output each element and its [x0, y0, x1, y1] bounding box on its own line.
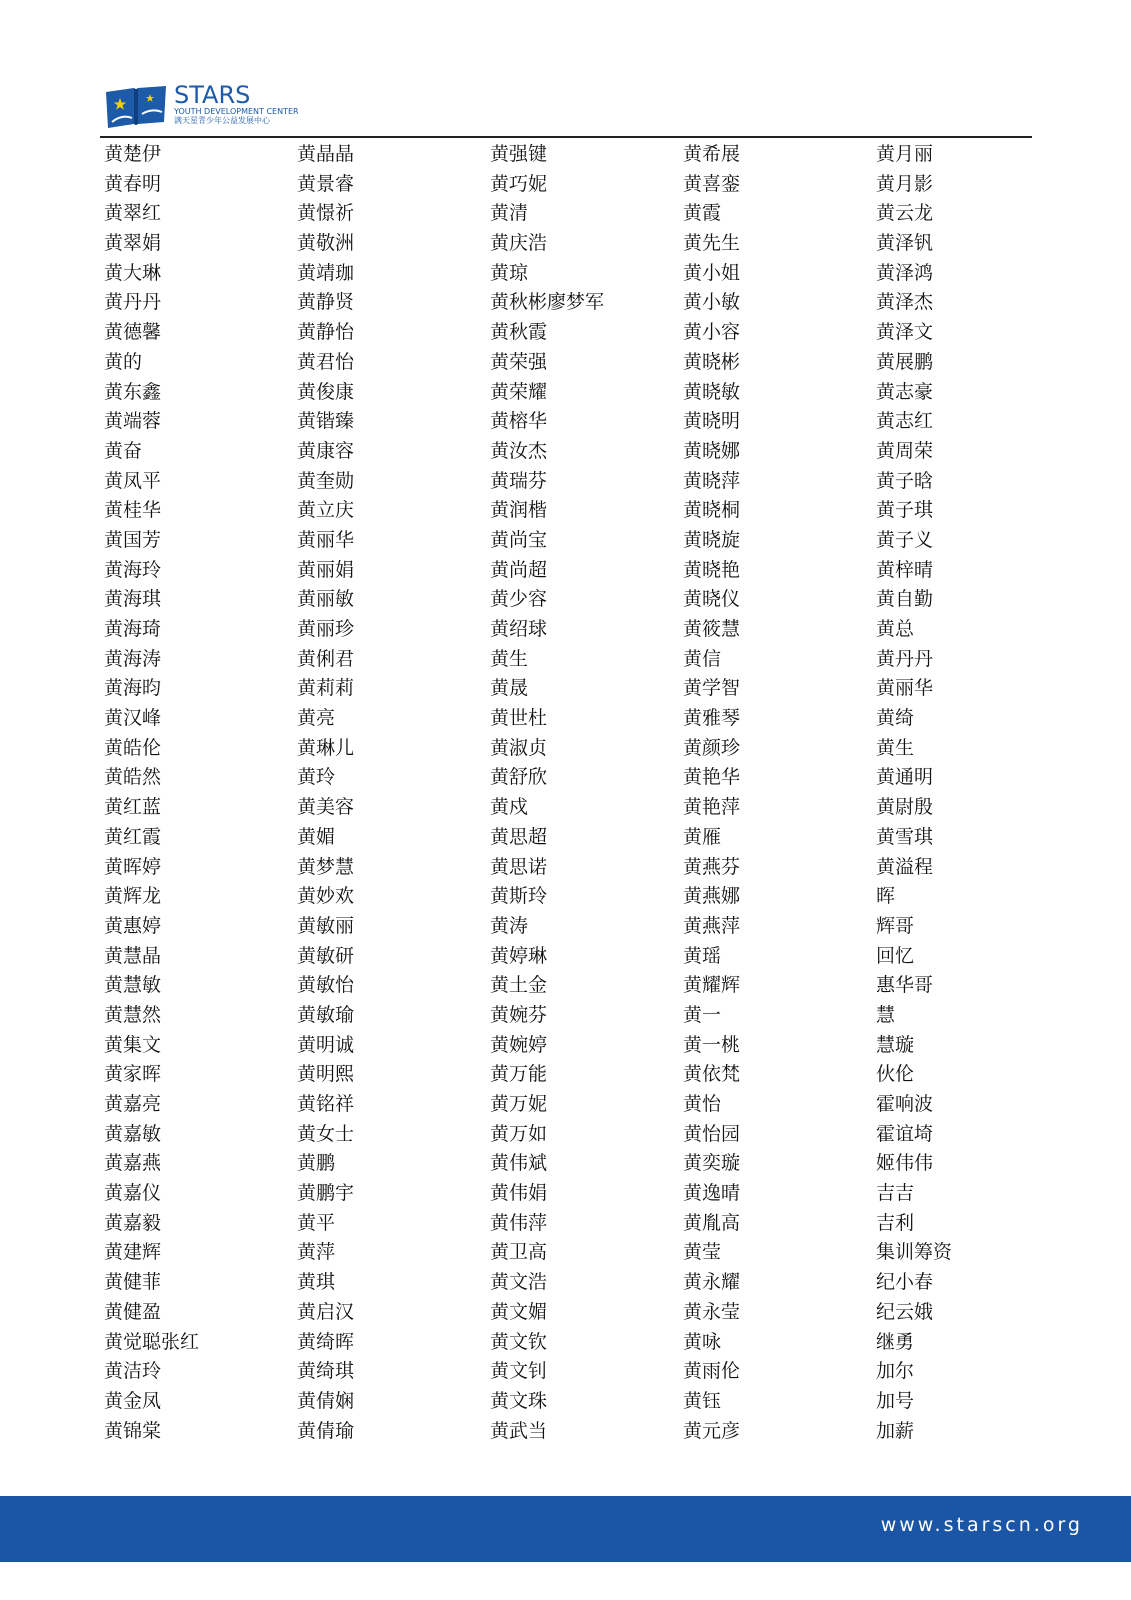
donor-name: 黄锦棠: [104, 1419, 162, 1442]
donor-name: 黄静贤: [297, 291, 355, 314]
donor-name: 黄强键: [490, 143, 548, 165]
donor-name: 黄君怡: [297, 350, 355, 373]
donor-name: 黄溢程: [876, 855, 934, 878]
donor-name: 黄喜銮: [683, 172, 741, 195]
donor-name: 黄月影: [876, 172, 934, 195]
donor-name: 黄榕华: [490, 410, 548, 433]
donor-name: 黄端蓉: [104, 410, 162, 433]
donor-name: 黄丽华: [876, 677, 934, 700]
donor-name: 黄汉峰: [104, 707, 162, 730]
donor-name: 黄文钦: [490, 1330, 548, 1353]
donor-name: 黄女士: [297, 1122, 355, 1145]
donor-name: 黄万如: [490, 1122, 548, 1145]
donor-name: 黄艳华: [683, 766, 741, 789]
donor-name: 黄淑贞: [490, 736, 548, 759]
donor-name: 黄燕芬: [683, 855, 741, 878]
donor-name: 黄瑞芬: [490, 469, 548, 492]
donor-name: 黄敏丽: [297, 914, 355, 937]
donor-name: 黄国芳: [104, 528, 162, 551]
donor-name: 黄婉婷: [490, 1033, 548, 1056]
header-logo: [104, 80, 334, 132]
name-column: [104, 140, 297, 1446]
donor-name: 黄皓然: [104, 766, 162, 789]
donor-name: 黄玲: [297, 766, 336, 789]
donor-name: 黄楚伊: [104, 143, 162, 165]
donor-name: 黄文媚: [490, 1300, 548, 1323]
donor-name: 黄万妮: [490, 1093, 548, 1115]
brand-subtitle-en: YOUTH DEVELOPMENT CENTER: [174, 107, 299, 116]
donor-name: 黄晓桐: [683, 499, 741, 522]
name-column: [683, 140, 876, 1446]
donor-name: 黄大琳: [104, 261, 162, 284]
donor-name: 黄俐君: [297, 647, 355, 670]
donor-name: 黄嘉敏: [104, 1122, 162, 1145]
donor-name: 黄慧敏: [104, 974, 162, 997]
donor-name: 慧璇: [876, 1033, 915, 1056]
donor-name: 黄荣强: [490, 350, 548, 373]
donor-name: 黄东鑫: [104, 380, 162, 403]
donor-name: 黄尚宝: [490, 528, 548, 551]
donor-name: 黄琼: [490, 261, 529, 284]
donor-name: 黄丽娟: [297, 558, 355, 581]
donor-name: 黄亮: [297, 707, 336, 730]
donor-name: 黄晓彬: [683, 350, 741, 373]
donor-name: 黄舒欣: [490, 766, 548, 789]
donor-name: 黄建辉: [104, 1241, 162, 1264]
donor-name: 黄燕娜: [683, 885, 741, 908]
donor-name: 黄文钊: [490, 1360, 548, 1383]
donor-name: 黄展鹏: [876, 350, 934, 373]
donor-name: 黄琪: [297, 1271, 336, 1294]
donor-name: 黄绮琪: [297, 1360, 355, 1383]
donor-name: 黄绍球: [490, 618, 548, 640]
donor-name: 辉哥: [876, 914, 915, 937]
donor-name: 黄康容: [297, 439, 355, 462]
donor-name: 黄梓晴: [876, 558, 934, 581]
donor-name: 黄晓艳: [683, 558, 741, 581]
donor-name: 黄晖婷: [104, 855, 162, 878]
donor-name: 霍响波: [876, 1093, 934, 1115]
donor-name: 黄尚超: [490, 558, 548, 581]
donor-name: 黄润楷: [490, 499, 548, 522]
donor-name: 黄莉莉: [297, 677, 355, 700]
donor-name: 姬伟伟: [876, 1152, 934, 1175]
donor-name: 黄伟萍: [490, 1211, 548, 1234]
donor-name: 黄红霞: [104, 825, 162, 848]
donor-name: 黄总: [876, 618, 915, 640]
donor-name: 黄景睿: [297, 172, 355, 195]
donor-name: 黄秋霞: [490, 321, 548, 344]
donor-name: 黄海琦: [104, 618, 162, 640]
donor-name: 黄媚: [297, 825, 336, 848]
donor-name: 黄婉芬: [490, 1003, 548, 1026]
donor-name: 黄雪琪: [876, 825, 934, 848]
donor-name: 黄梦慧: [297, 855, 355, 878]
donor-name: 黄健菲: [104, 1271, 162, 1294]
donor-name: 黄周荣: [876, 439, 934, 462]
donor-name: 黄嘉燕: [104, 1152, 162, 1175]
donor-name: 黄明诚: [297, 1033, 355, 1056]
donor-name: 黄奋: [104, 439, 143, 462]
brand-subtitle-cn: 满天星青少年公益发展中心: [174, 116, 270, 125]
donor-name: 黄立庆: [297, 499, 355, 522]
donor-name: 黄鹏: [297, 1152, 336, 1175]
donor-name: 黄金凤: [104, 1389, 162, 1412]
donor-name: 吉吉: [876, 1182, 915, 1205]
donor-name: 黄文珠: [490, 1389, 548, 1412]
donor-name: 黄德馨: [104, 321, 162, 344]
donor-name: 黄自勤: [876, 588, 934, 611]
donor-name: 黄汝杰: [490, 439, 548, 462]
donor-name: 黄荣耀: [490, 380, 548, 403]
donor-name: 霍谊埼: [876, 1122, 934, 1145]
donor-name: 黄丽敏: [297, 588, 355, 611]
donor-name: 黄小容: [683, 321, 741, 344]
donor-name: 黄云龙: [876, 202, 934, 225]
donor-name-list: [104, 140, 1069, 1446]
donor-name: 纪小春: [876, 1271, 934, 1294]
donor-name: 黄希展: [683, 143, 741, 165]
footer-website-link[interactable]: www.starscn.org: [880, 1514, 1083, 1536]
donor-name: 黄月丽: [876, 143, 934, 165]
donor-name: 黄筱慧: [683, 618, 741, 640]
donor-name: 黄颜珍: [683, 736, 741, 759]
donor-name: 黄永莹: [683, 1300, 741, 1323]
donor-name: 黄秋彬廖梦军: [490, 291, 605, 314]
donor-name: 黄怡园: [683, 1122, 741, 1145]
donor-name: 黄辉龙: [104, 885, 162, 908]
donor-name: 黄泽钒: [876, 232, 934, 255]
donor-name: 黄倩娴: [297, 1389, 355, 1412]
donor-name: 纪云娥: [876, 1300, 934, 1323]
donor-name: 黄元彦: [683, 1419, 741, 1442]
donor-name: 黄一: [683, 1003, 722, 1026]
donor-name: 加号: [876, 1389, 915, 1412]
donor-name: 黄海玲: [104, 558, 162, 581]
donor-name: 黄凤平: [104, 469, 162, 492]
donor-name: 黄雨伦: [683, 1360, 741, 1383]
donor-name: 黄泽杰: [876, 291, 934, 314]
donor-name: 黄丹丹: [876, 647, 934, 670]
donor-name: 黄子晗: [876, 469, 934, 492]
donor-name: 黄晓仪: [683, 588, 741, 611]
donor-name: 黄信: [683, 647, 722, 670]
donor-name: 黄明熙: [297, 1063, 355, 1086]
donor-name: 黄庆浩: [490, 232, 548, 255]
donor-name: 黄巧妮: [490, 172, 548, 195]
name-column: [490, 140, 683, 1446]
donor-name: 黄万能: [490, 1063, 548, 1086]
brand-name: STARS: [174, 81, 251, 109]
donor-name: 吉利: [876, 1211, 915, 1234]
donor-name: 伙伦: [876, 1063, 915, 1086]
donor-name: 黄泽鸿: [876, 261, 934, 284]
donor-name: 黄涛: [490, 914, 529, 937]
donor-name: 黄永耀: [683, 1271, 741, 1294]
donor-name: 黄铭祥: [297, 1093, 355, 1115]
donor-name: 黄觉聪张红: [104, 1330, 200, 1353]
donor-name: 惠华哥: [876, 974, 934, 997]
name-column: [297, 140, 490, 1446]
donor-name: 黄雁: [683, 825, 722, 848]
donor-name: 黄集文: [104, 1033, 162, 1056]
name-column: [876, 140, 1069, 1446]
donor-name: 回忆: [876, 944, 915, 967]
donor-name: 晖: [876, 885, 896, 908]
donor-name: 黄敬洲: [297, 232, 355, 255]
donor-name: 黄健盈: [104, 1300, 162, 1323]
donor-name: 黄逸晴: [683, 1182, 741, 1205]
donor-name: 黄翠娟: [104, 232, 162, 255]
donor-name: 黄丹丹: [104, 291, 162, 314]
header-divider: [100, 136, 1032, 138]
donor-name: 黄嘉毅: [104, 1211, 162, 1234]
donor-name: 黄绮晖: [297, 1330, 355, 1353]
donor-name: 黄土金: [490, 974, 548, 997]
donor-name: 黄春明: [104, 172, 162, 195]
donor-name: 黄的: [104, 350, 143, 373]
donor-name: 黄嘉亮: [104, 1093, 162, 1115]
donor-name: 黄婷琳: [490, 944, 548, 967]
donor-name: 黄少容: [490, 588, 548, 611]
donor-name: 黄文浩: [490, 1271, 548, 1294]
donor-name: 黄翠红: [104, 202, 162, 225]
donor-name: 黄海琪: [104, 588, 162, 611]
donor-name: 黄燕萍: [683, 914, 741, 937]
donor-name: 黄伟斌: [490, 1152, 548, 1175]
donor-name: 黄霞: [683, 202, 722, 225]
donor-name: 黄锴臻: [297, 410, 355, 433]
donor-name: 黄晓娜: [683, 439, 741, 462]
donor-name: 黄桂华: [104, 499, 162, 522]
donor-name: 黄志豪: [876, 380, 934, 403]
donor-name: 黄子义: [876, 528, 934, 551]
donor-name: 黄奎勋: [297, 469, 355, 492]
donor-name: 黄奕璇: [683, 1152, 741, 1175]
donor-name: 黄家晖: [104, 1063, 162, 1086]
donor-name: 黄晟: [490, 677, 529, 700]
donor-name: 黄海涛: [104, 647, 162, 670]
donor-name: 加薪: [876, 1419, 915, 1442]
donor-name: 黄俊康: [297, 380, 355, 403]
donor-name: 集训筹资: [876, 1241, 953, 1264]
donor-name: 黄咏: [683, 1330, 722, 1353]
open-book-stars-icon: [104, 84, 170, 130]
donor-name: 黄世杜: [490, 707, 548, 730]
donor-name: 黄晓明: [683, 410, 741, 433]
donor-name: 黄琳儿: [297, 736, 355, 759]
donor-name: 黄嘉仪: [104, 1182, 162, 1205]
donor-name: 黄敏怡: [297, 974, 355, 997]
donor-name: 黄通明: [876, 766, 934, 789]
donor-name: 黄敏瑜: [297, 1003, 355, 1026]
donor-name: 黄泽文: [876, 321, 934, 344]
donor-name: 黄生: [876, 736, 915, 759]
donor-name: 黄清: [490, 202, 529, 225]
donor-name: 黄小姐: [683, 261, 741, 284]
donor-name: 黄憬祈: [297, 202, 355, 225]
donor-name: 黄子琪: [876, 499, 934, 522]
donor-name: 黄戍: [490, 796, 529, 819]
donor-name: 黄先生: [683, 232, 741, 255]
donor-name: 黄平: [297, 1211, 336, 1234]
donor-name: 黄红蓝: [104, 796, 162, 819]
donor-name: 黄伟娟: [490, 1182, 548, 1205]
donor-name: 慧: [876, 1003, 896, 1026]
donor-name: 黄志红: [876, 410, 934, 433]
donor-name: 黄艳萍: [683, 796, 741, 819]
donor-name: 黄耀辉: [683, 974, 741, 997]
donor-name: 黄惠婷: [104, 914, 162, 937]
donor-name: 黄倩瑜: [297, 1419, 355, 1442]
donor-name: 黄洁玲: [104, 1360, 162, 1383]
donor-name: 黄慧然: [104, 1003, 162, 1026]
donor-name: 黄启汉: [297, 1300, 355, 1323]
donor-name: 黄斯玲: [490, 885, 548, 908]
donor-name: 黄思超: [490, 825, 548, 848]
donor-name: 黄皓伦: [104, 736, 162, 759]
donor-name: 黄敏研: [297, 944, 355, 967]
donor-name: 黄晓萍: [683, 469, 741, 492]
footer-bar: [0, 1496, 1131, 1562]
donor-name: 黄丽珍: [297, 618, 355, 640]
donor-name: 黄萍: [297, 1241, 336, 1264]
donor-name: 黄靖珈: [297, 261, 355, 284]
donor-name: 黄学智: [683, 677, 741, 700]
donor-name: 黄晓敏: [683, 380, 741, 403]
donor-name: 黄尉殷: [876, 796, 934, 819]
donor-name: 黄瑶: [683, 944, 722, 967]
donor-name: 黄晓旋: [683, 528, 741, 551]
donor-name: 黄丽华: [297, 528, 355, 551]
donor-name: 黄美容: [297, 796, 355, 819]
donor-name: 黄慧晶: [104, 944, 162, 967]
donor-name: 黄怡: [683, 1093, 722, 1115]
donor-name: 黄生: [490, 647, 529, 670]
donor-name: 黄胤高: [683, 1211, 741, 1234]
donor-name: 黄静怡: [297, 321, 355, 344]
donor-name: 黄武当: [490, 1419, 548, 1442]
donor-name: 加尔: [876, 1360, 915, 1383]
donor-name: 黄妙欢: [297, 885, 355, 908]
donor-name: 黄雅琴: [683, 707, 741, 730]
donor-name: 黄绮: [876, 707, 915, 730]
donor-name: 黄钰: [683, 1389, 722, 1412]
donor-name: 黄晶晶: [297, 143, 355, 165]
donor-name: 黄卫高: [490, 1241, 548, 1264]
donor-name: 黄莹: [683, 1241, 722, 1264]
donor-name: 黄一桃: [683, 1033, 741, 1056]
donor-name: 黄思诺: [490, 855, 548, 878]
donor-name: 继勇: [876, 1330, 915, 1353]
donor-name: 黄依梵: [683, 1063, 741, 1086]
donor-name: 黄鹏宇: [297, 1182, 355, 1205]
donor-name: 黄小敏: [683, 291, 741, 314]
donor-name: 黄海昀: [104, 677, 162, 700]
